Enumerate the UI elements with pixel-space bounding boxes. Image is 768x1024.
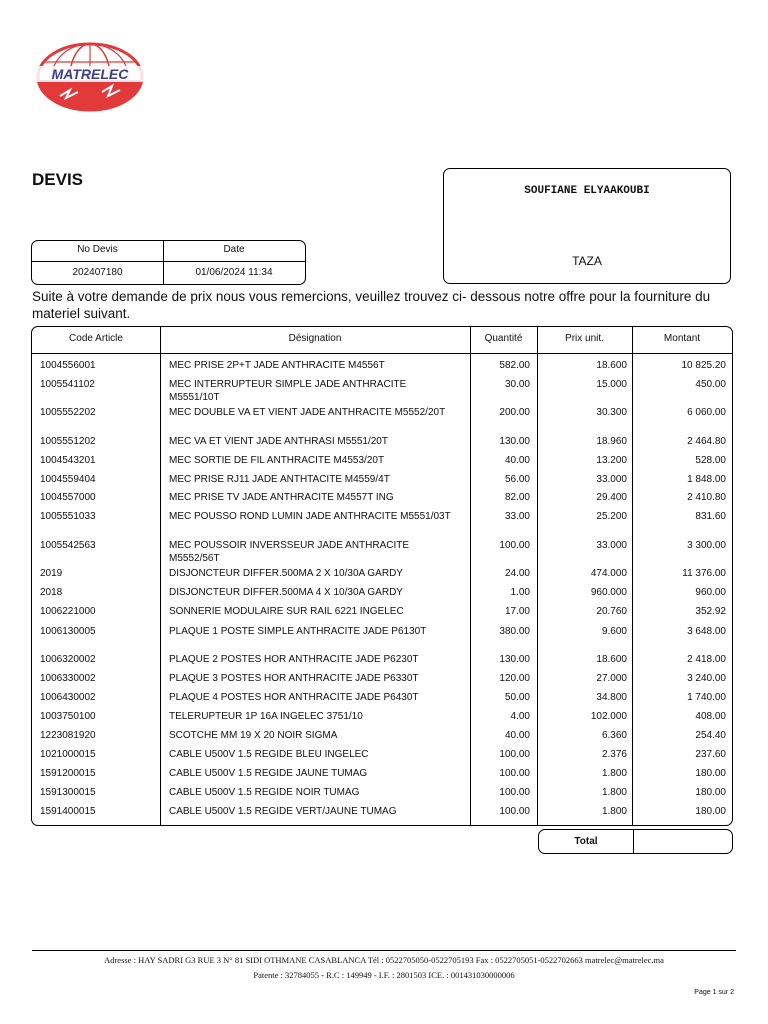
cell-designation: TELERUPTEUR 1P 16A INGELEC 3751/10 [169,711,363,722]
cell-designation: MEC VA ET VIENT JADE ANTHRASI M5551/20T [169,436,388,447]
cell-amount: 450.00 [695,379,726,390]
cell-designation: CABLE U500V 1.5 REGIDE BLEU INGELEC [169,749,369,760]
table-row [32,653,732,672]
cell-quantity: 40.00 [504,730,530,741]
cell-quantity: 130.00 [499,436,530,447]
date-value: 01/06/2024 11:34 [195,267,273,278]
cell-code: 1223081920 [40,730,96,741]
cell-code: 2018 [40,587,63,598]
table-row [32,748,732,767]
cell-code: 1005551033 [40,511,96,522]
cell-code: 1591200015 [40,768,96,779]
cell-unit-price: 13.200 [596,455,627,466]
cell-amount: 3 240.00 [687,673,726,684]
client-name: SOUFIANE ELYAAKOUBI [524,185,650,197]
meta-divider [32,261,305,262]
cell-quantity: 380.00 [499,626,530,637]
header-divider [32,353,732,354]
cell-code: 1006320002 [40,654,96,665]
table-row [32,786,732,805]
cell-amount: 11 376.00 [682,568,726,579]
document-title: DEVIS [32,170,84,189]
cell-quantity: 17.00 [504,606,530,617]
cell-quantity: 56.00 [504,474,530,485]
table-row [32,454,732,473]
cell-unit-price: 15.000 [596,379,627,390]
cell-designation: MEC POUSSOIR INVERSSEUR JADE ANTHRACITE M5552/56T [169,540,410,564]
cell-designation: SONNERIE MODULAIRE SUR RAIL 6221 INGELEC [169,606,404,617]
no-devis-label: No Devis [77,244,118,255]
cell-unit-price: 34.800 [596,692,627,703]
cell-code: 1006430002 [40,692,96,703]
cell-unit-price: 6.360 [601,730,627,741]
cell-amount: 3 648.00 [687,626,726,637]
cell-designation: PLAQUE 4 POSTES HOR ANTHRACITE JADE P6430T [169,692,419,703]
header-unit-price: Prix unit. [565,333,604,344]
cell-designation: CABLE U500V 1.5 REGIDE JAUNE TUMAG [169,768,368,779]
table-row [32,539,732,567]
header-code: Code Article [69,333,123,344]
client-city: TAZA [572,254,602,268]
cell-unit-price: 960.000 [590,587,627,598]
table-row [32,567,732,586]
cell-amount: 180.00 [695,787,726,798]
cell-quantity: 582.00 [499,360,530,371]
table-row [32,729,732,748]
table-row [32,378,732,406]
cell-code: 1005552202 [40,407,96,418]
table-row [32,605,732,625]
cell-quantity: 130.00 [499,654,530,665]
cell-designation: MEC PRISE 2P+T JADE ANTHRACITE M4556T [169,360,385,371]
cell-code: 1005541102 [40,379,95,390]
header-quantity: Quantité [484,333,523,344]
cell-unit-price: 102.000 [590,711,627,722]
cell-unit-price: 2.376 [601,749,627,760]
cell-quantity: 50.00 [504,692,530,703]
footer-divider [32,950,736,951]
cell-quantity: 100.00 [499,749,530,760]
cell-unit-price: 20.760 [596,606,627,617]
cell-code: 1006330002 [40,673,96,684]
cell-quantity: 100.00 [499,768,530,779]
cell-unit-price: 474.000 [590,568,627,579]
cell-designation: PLAQUE 1 POSTE SIMPLE ANTHRACITE JADE P6130T [169,626,427,637]
footer-registration: Patente : 32784055 - R.C : 149949 - I.F. : 2801503 ICE. : 001431030000006 [253,970,515,980]
cell-designation: DISJONCTEUR DIFFER.500MA 4 X 10/30A GARDY [169,587,403,598]
cell-amount: 180.00 [695,768,726,779]
cell-quantity: 1.00 [510,587,530,598]
table-row [32,672,732,691]
table-row [32,473,732,491]
cell-amount: 3 300.00 [687,540,726,551]
cell-unit-price: 18.960 [596,436,627,447]
table-row [32,359,732,378]
cell-unit-price: 27.000 [596,673,627,684]
cell-unit-price: 1.800 [601,768,627,779]
cell-code: 1004557000 [40,492,96,503]
cell-designation: MEC POUSSO ROND LUMIN JADE ANTHRACITE M5551/03T [169,511,451,522]
cell-unit-price: 29.400 [596,492,627,503]
cell-quantity: 120.00 [499,673,530,684]
page-number: Page 1 sur 2 [694,989,734,996]
cell-designation: MEC INTERRUPTEUR SIMPLE JADE ANTHRACITE M5551/10T [169,379,407,403]
header-amount: Montant [663,333,701,344]
table-row [32,491,732,510]
cell-amount: 1 740.00 [687,692,726,703]
client-box [443,168,731,284]
cell-quantity: 100.00 [499,540,530,551]
cell-code: 1005551202 [40,436,96,447]
cell-designation: MEC PRISE RJ11 JADE ANTHTACITE M4559/4T [169,474,390,485]
cell-amount: 2 464.80 [687,436,726,447]
cell-quantity: 30.00 [504,379,530,390]
cell-amount: 180.00 [695,806,726,817]
cell-designation: PLAQUE 3 POSTES HOR ANTHRACITE JADE P6330T [169,673,419,684]
cell-unit-price: 18.600 [596,360,627,371]
total-divider [633,830,634,853]
cell-code: 1006221000 [40,606,96,617]
table-row [32,710,732,729]
cell-code: 1591300015 [40,787,96,798]
cell-code: 1005542563 [40,540,96,551]
cell-amount: 10 825.20 [681,360,726,371]
cell-designation: CABLE U500V 1.5 REGIDE VERT/JAUNE TUMAG [169,806,397,817]
table-row [32,586,732,605]
no-devis-column [32,241,164,284]
table-row [32,435,732,454]
items-table [31,326,733,826]
cell-unit-price: 25.200 [596,511,627,522]
cell-quantity: 200.00 [499,407,530,418]
cell-amount: 831.60 [695,511,726,522]
footer-address: Adresse : HAY SADRI G3 RUE 3 N° 81 SIDI OTHMANE CASABLANCA Tél : 0522705050-0522705193 Fax : 0522705051-0522702663 matrelec@matrelec.ma [104,955,664,965]
cell-amount: 960.00 [695,587,726,598]
cell-designation: MEC PRISE TV JADE ANTHRACITE M4557T ING [169,492,394,503]
cell-unit-price: 33.000 [596,474,627,485]
table-row [32,625,732,653]
cell-code: 1004559404 [40,474,96,485]
total-label: Total [574,836,598,847]
cell-amount: 254.40 [695,730,726,741]
cell-amount: 528.00 [695,455,726,466]
table-row [32,510,732,539]
cell-code: 1591400015 [40,806,96,817]
cell-designation: MEC DOUBLE VA ET VIENT JADE ANTHRACITE M5552/20T [169,407,446,418]
no-devis-value: 202407180 [72,267,123,278]
cell-code: 1021000015 [40,749,96,760]
cell-code: 1004556001 [40,360,96,371]
table-row [32,691,732,710]
cell-unit-price: 18.600 [596,654,627,665]
cell-quantity: 40.00 [504,455,530,466]
logo-text: MATRELEC [51,66,129,82]
cell-amount: 352.92 [695,606,726,617]
cell-designation: CABLE U500V 1.5 REGIDE NOIR TUMAG [169,787,360,798]
cell-amount: 2 410.80 [687,492,726,503]
header-designation: Désignation [288,333,342,344]
cell-amount: 1 848.00 [687,474,726,485]
cell-unit-price: 33.000 [596,540,627,551]
total-box [538,829,733,854]
cell-quantity: 33.00 [504,511,530,522]
intro-text: Suite à votre demande de prix nous vous remercions, veuillez trouvez ci- dessous notre offre pour la fourniture du materiel suivant. [32,289,711,321]
cell-quantity: 100.00 [499,806,530,817]
cell-amount: 6 060.00 [687,407,726,418]
table-row [32,767,732,786]
cell-quantity: 24.00 [504,568,530,579]
cell-unit-price: 1.800 [601,806,627,817]
cell-designation: SCOTCHE MM 19 X 20 NOIR SIGMA [169,730,338,741]
cell-quantity: 4.00 [510,711,530,722]
cell-code: 1003750100 [40,711,96,722]
cell-quantity: 82.00 [504,492,530,503]
cell-amount: 408.00 [695,711,726,722]
cell-designation: MEC SORTIE DE FIL ANTHRACITE M4553/20T [169,455,385,466]
cell-unit-price: 30.300 [596,407,627,418]
cell-amount: 2 418.00 [687,654,726,665]
cell-designation: DISJONCTEUR DIFFER.500MA 2 X 10/30A GARDY [169,568,403,579]
date-label: Date [223,244,245,255]
table-body [32,359,732,824]
table-row [32,406,732,435]
company-logo [30,40,150,114]
cell-code: 2019 [40,568,63,579]
quote-meta-box [31,240,306,285]
cell-amount: 237.60 [695,749,726,760]
cell-designation: PLAQUE 2 POSTES HOR ANTHRACITE JADE P6230T [169,654,419,665]
cell-code: 1004543201 [40,455,96,466]
cell-code: 1006130005 [40,626,96,637]
cell-unit-price: 9.600 [601,626,627,637]
cell-unit-price: 1.800 [601,787,627,798]
date-column [163,241,305,284]
table-row [32,805,732,824]
cell-quantity: 100.00 [499,787,530,798]
